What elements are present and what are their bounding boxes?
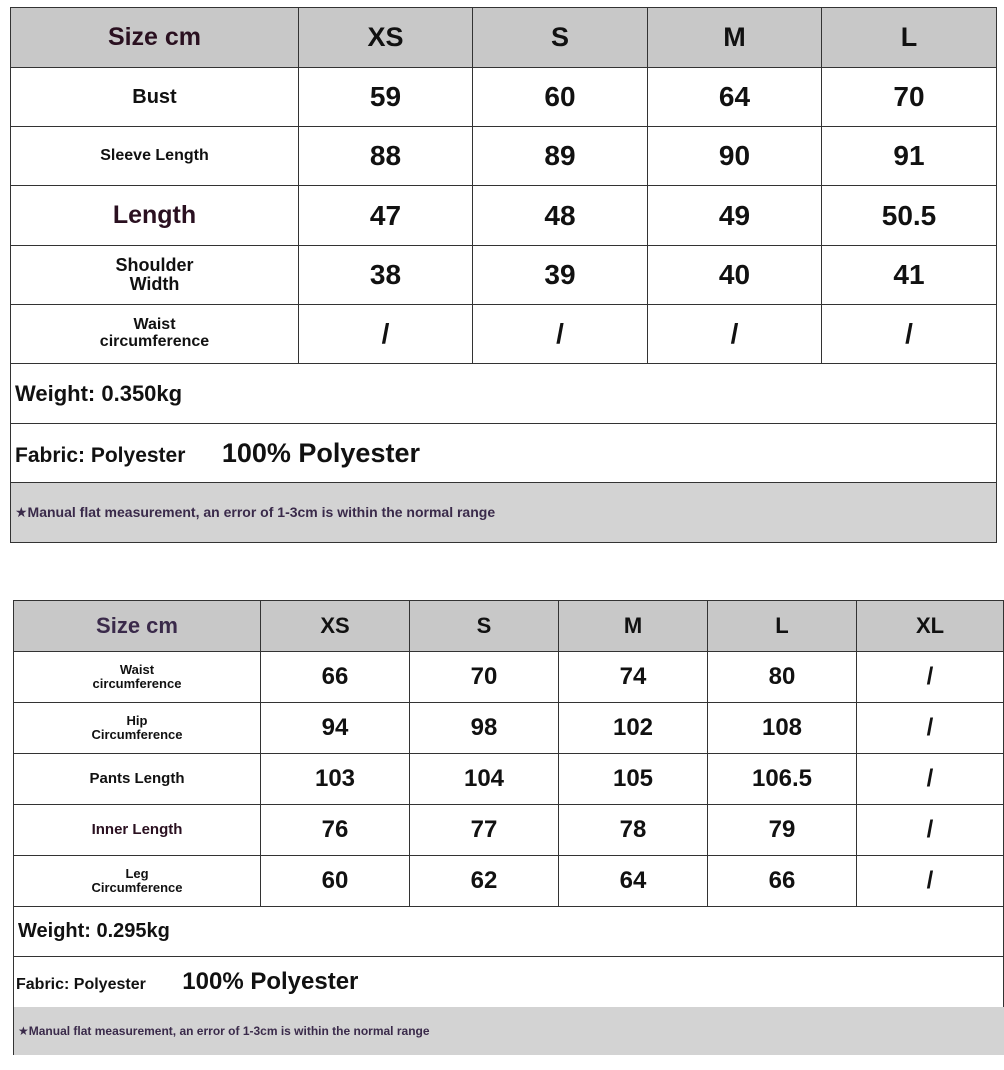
cell-value: 59 xyxy=(299,68,473,127)
cell-value: 48 xyxy=(473,186,648,246)
cell-value: 94 xyxy=(261,703,410,754)
table-row xyxy=(11,186,997,246)
table-row xyxy=(11,68,997,127)
header-s: S xyxy=(410,601,559,652)
weight-text: Weight: 0.295kg xyxy=(14,907,1004,957)
cell-value: 108 xyxy=(708,703,857,754)
cell-value: 89 xyxy=(473,127,648,186)
header-m: M xyxy=(559,601,708,652)
row-label: Leg Circumference xyxy=(91,866,183,895)
row-label: Pants Length xyxy=(14,754,261,805)
cell-value: 91 xyxy=(822,127,997,186)
table-row xyxy=(14,703,1004,754)
cell-value: / xyxy=(857,754,1004,805)
header-l: L xyxy=(708,601,857,652)
measurement-note: ★Manual flat measurement, an error of 1-3cm is within the normal range xyxy=(14,1007,1004,1055)
header-xs: XS xyxy=(299,8,473,68)
cell-value: 70 xyxy=(822,68,997,127)
cell-value: / xyxy=(857,652,1004,703)
header-size-cm: Size cm xyxy=(11,8,299,68)
cell-value: 39 xyxy=(473,246,648,305)
cell-value: 49 xyxy=(648,186,822,246)
cell-value: 104 xyxy=(410,754,559,805)
row-label: Waist circumference xyxy=(92,662,182,691)
cell-value: 88 xyxy=(299,127,473,186)
header-size-cm: Size cm xyxy=(14,601,261,652)
header-row xyxy=(11,8,997,68)
header-m: M xyxy=(648,8,822,68)
row-label: Shoulder Width xyxy=(115,255,194,294)
table-row xyxy=(11,246,997,305)
cell-value: 102 xyxy=(559,703,708,754)
header-row xyxy=(14,601,1004,652)
header-xs: XS xyxy=(261,601,410,652)
measurement-note: ★Manual flat measurement, an error of 1-3cm is within the normal range xyxy=(11,483,997,543)
table-row xyxy=(14,652,1004,703)
cell-value: 103 xyxy=(261,754,410,805)
cell-value: / xyxy=(857,856,1004,907)
table-row xyxy=(14,805,1004,856)
note-row xyxy=(11,483,997,543)
fabric-cell xyxy=(14,957,1004,1007)
cell-value: 66 xyxy=(708,856,857,907)
fabric-cell xyxy=(11,424,997,483)
row-label-cell xyxy=(14,652,261,703)
table-row xyxy=(14,856,1004,907)
bottom-size-table xyxy=(13,600,1004,1055)
cell-value: 47 xyxy=(299,186,473,246)
fabric-row xyxy=(14,957,1004,1007)
cell-value: / xyxy=(857,805,1004,856)
cell-value: 78 xyxy=(559,805,708,856)
row-label: Inner Length xyxy=(14,805,261,856)
row-label-cell xyxy=(14,856,261,907)
weight-row xyxy=(14,907,1004,957)
row-label: Length xyxy=(11,186,299,246)
fabric-label: Fabric: Polyester xyxy=(15,443,186,467)
cell-value: 74 xyxy=(559,652,708,703)
top-size-table xyxy=(10,7,997,543)
cell-value: 64 xyxy=(559,856,708,907)
cell-value: 105 xyxy=(559,754,708,805)
weight-row xyxy=(11,364,997,424)
cell-value: 41 xyxy=(822,246,997,305)
row-label: Hip Circumference xyxy=(91,713,183,742)
header-xl: XL xyxy=(857,601,1004,652)
cell-value: 76 xyxy=(261,805,410,856)
table-row xyxy=(11,305,997,364)
cell-value: 40 xyxy=(648,246,822,305)
cell-value: 98 xyxy=(410,703,559,754)
cell-value: 90 xyxy=(648,127,822,186)
table-row xyxy=(11,127,997,186)
cell-value: 38 xyxy=(299,246,473,305)
cell-value: / xyxy=(822,305,997,364)
cell-value: 64 xyxy=(648,68,822,127)
row-label: Waist circumference xyxy=(99,316,210,350)
fabric-row xyxy=(11,424,997,483)
cell-value: 70 xyxy=(410,652,559,703)
cell-value: 62 xyxy=(410,856,559,907)
fabric-label: Fabric: Polyester xyxy=(16,975,146,993)
row-label: Sleeve Length xyxy=(11,127,299,186)
note-row xyxy=(14,1007,1004,1055)
cell-value: / xyxy=(857,703,1004,754)
row-label-cell xyxy=(14,703,261,754)
cell-value: 60 xyxy=(473,68,648,127)
row-label-cell xyxy=(11,305,299,364)
fabric-value: 100% Polyester xyxy=(182,967,359,995)
row-label: Bust xyxy=(11,68,299,127)
table-row xyxy=(14,754,1004,805)
cell-value: 66 xyxy=(261,652,410,703)
cell-value: / xyxy=(473,305,648,364)
weight-text: Weight: 0.350kg xyxy=(11,364,997,424)
cell-value: 106.5 xyxy=(708,754,857,805)
cell-value: / xyxy=(648,305,822,364)
cell-value: 80 xyxy=(708,652,857,703)
header-l: L xyxy=(822,8,997,68)
header-s: S xyxy=(473,8,648,68)
cell-value: 77 xyxy=(410,805,559,856)
cell-value: 79 xyxy=(708,805,857,856)
cell-value: 60 xyxy=(261,856,410,907)
fabric-value: 100% Polyester xyxy=(221,437,420,468)
cell-value: 50.5 xyxy=(822,186,997,246)
row-label-cell xyxy=(11,246,299,305)
cell-value: / xyxy=(299,305,473,364)
